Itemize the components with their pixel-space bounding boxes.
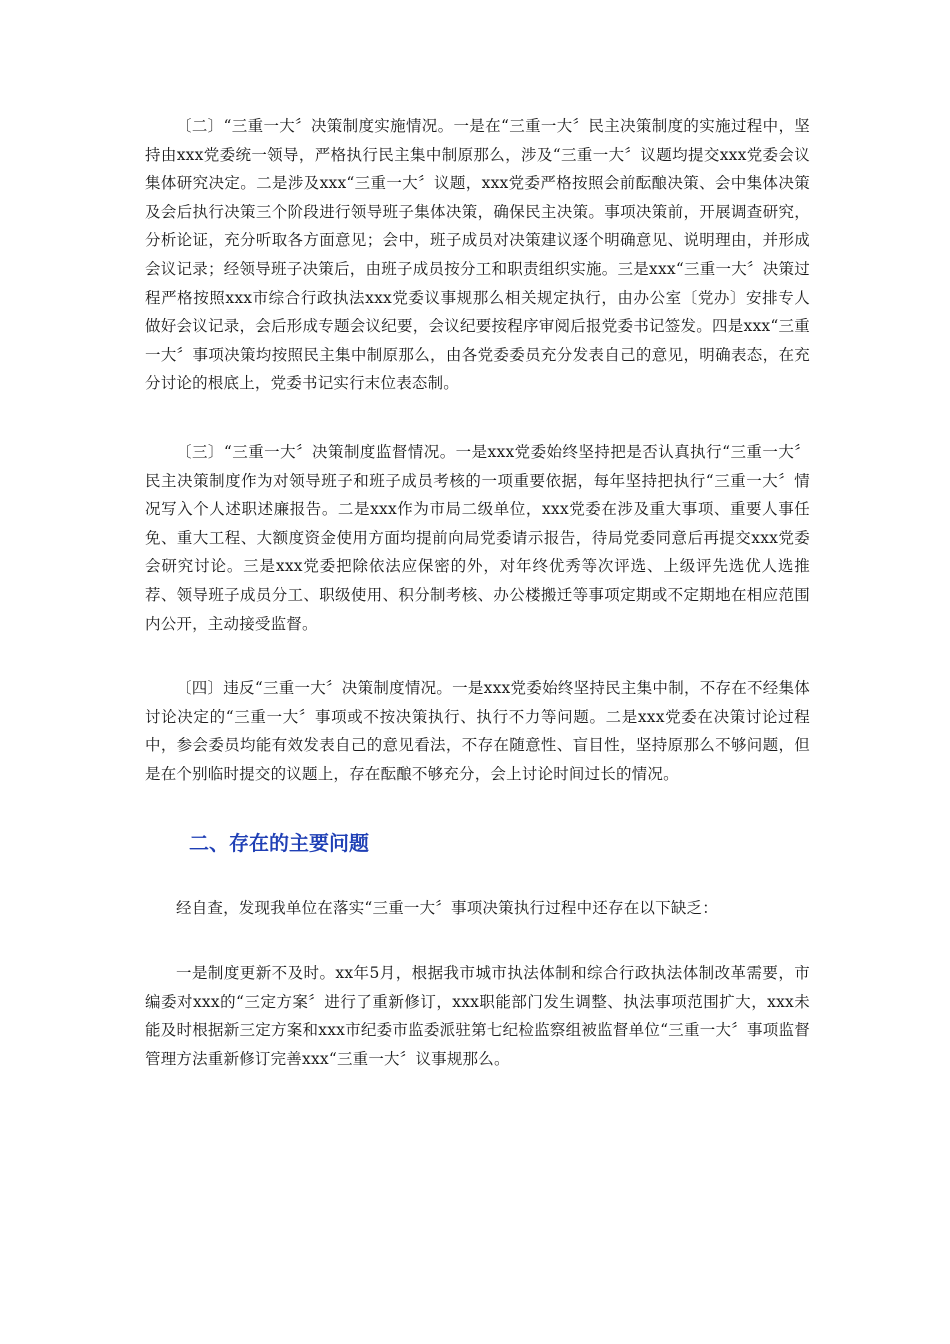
paragraph-gap: [145, 923, 810, 959]
paragraph-violation: 〔四〕违反“三重一大〞决策制度情况。一是xxx党委始终坚持民主集中制，不存在不经集体讨论决定的“三重一大〞事项或不按决策执行、执行不力等问题。二是xxx党委在决策讨论过程中，参会委员均能有效发表自己的意见看法，不存在随意性、盲目性，坚持原那么不够问题，但是在个别临时提交的议题上，存在酝酿不够充分，会上讨论时间过长的情况。: [145, 679, 810, 783]
paragraph-supervision: 〔三〕“三重一大〞决策制度监督情况。一是xxx党委始终坚持把是否认真执行“三重一大〞民主决策制度作为对领导班子和班子成员考核的一项重要依据，每年坚持把执行“三重一大〞情况写入个人述职述廉报告。二是xxx作为市局二级单位，xxx党委在涉及重大事项、重要人事任免、重大工程、大额度资金使用方面均提前向局党委请示报告，待局党委同意后再提交xxx党委会研究讨论。三是xxx党委把除依法应保密的外，对年终优秀等次评选、上级评先选优人选推荐、领导班子成员分工、职级使用、积分制考核、办公楼搬迁等事项定期或不定期地在相应范围内公开，主动接受监督。: [145, 442, 810, 633]
paragraph-self-check: 经自查，发现我单位在落实“三重一大〞事项决策执行过程中还存在以下缺乏：: [176, 899, 718, 918]
paragraph-implementation: 〔二〕“三重一大〞决策制度实施情况。一是在“三重一大〞民主决策制度的实施过程中，坚持由xxx党委统一领导，严格执行民主集中制原那么，涉及“三重一大〞议题均提交xxx党委会议集体研究决定。二是涉及xxx“三重一大〞议题，xxx党委严格按照会前酝酿决策、会中集体决策及会后执行决策三个阶段进行领导班子集体决策，确保民主决策。事项决策前，开展调查研究，分析论证，充分听取各方面意见；会中，班子成员对决策建议逐个明确意见、说明理由，并形成会议记录；经领导班子决策后，由班子成员按分工和职责组织实施。三是xxx“三重一大〞决策过程严格按照xxx市综合行政执法xxx党委议事规那么相关规定执行，由办公室〔党办〕安排专人做好会议记录，会后形成专题会议纪要，会议纪要按程序审阅后报党委书记签发。四是xxx“三重一大〞事项决策均按照民主集中制原那么，由各党委委员充分发表自己的意见，明确表态，在充分讨论的根底上，党委书记实行末位表态制。: [145, 117, 810, 393]
section-heading-main-problems: 二、存在的主要问题: [189, 831, 369, 856]
paragraph-gap: [145, 858, 810, 894]
paragraph-gap: [145, 788, 810, 828]
paragraph-gap: [145, 398, 810, 438]
paragraph-gap: [145, 638, 810, 674]
paragraph-system-update: 一是制度更新不及时。xx年5月，根据我市城市执法体制和综合行政执法体制改革需要，市编委对xxx的“三定方案〞进行了重新修订，xxx职能部门发生调整、执法事项范围扩大，xxx未能及时根据新三定方案和xxx市纪委市监委派驻第七纪检监察组被监督单位“三重一大〞事项监督管理方法重新修订完善xxx“三重一大〞议事规那么。: [145, 964, 810, 1068]
document-page: [145, 112, 810, 1073]
